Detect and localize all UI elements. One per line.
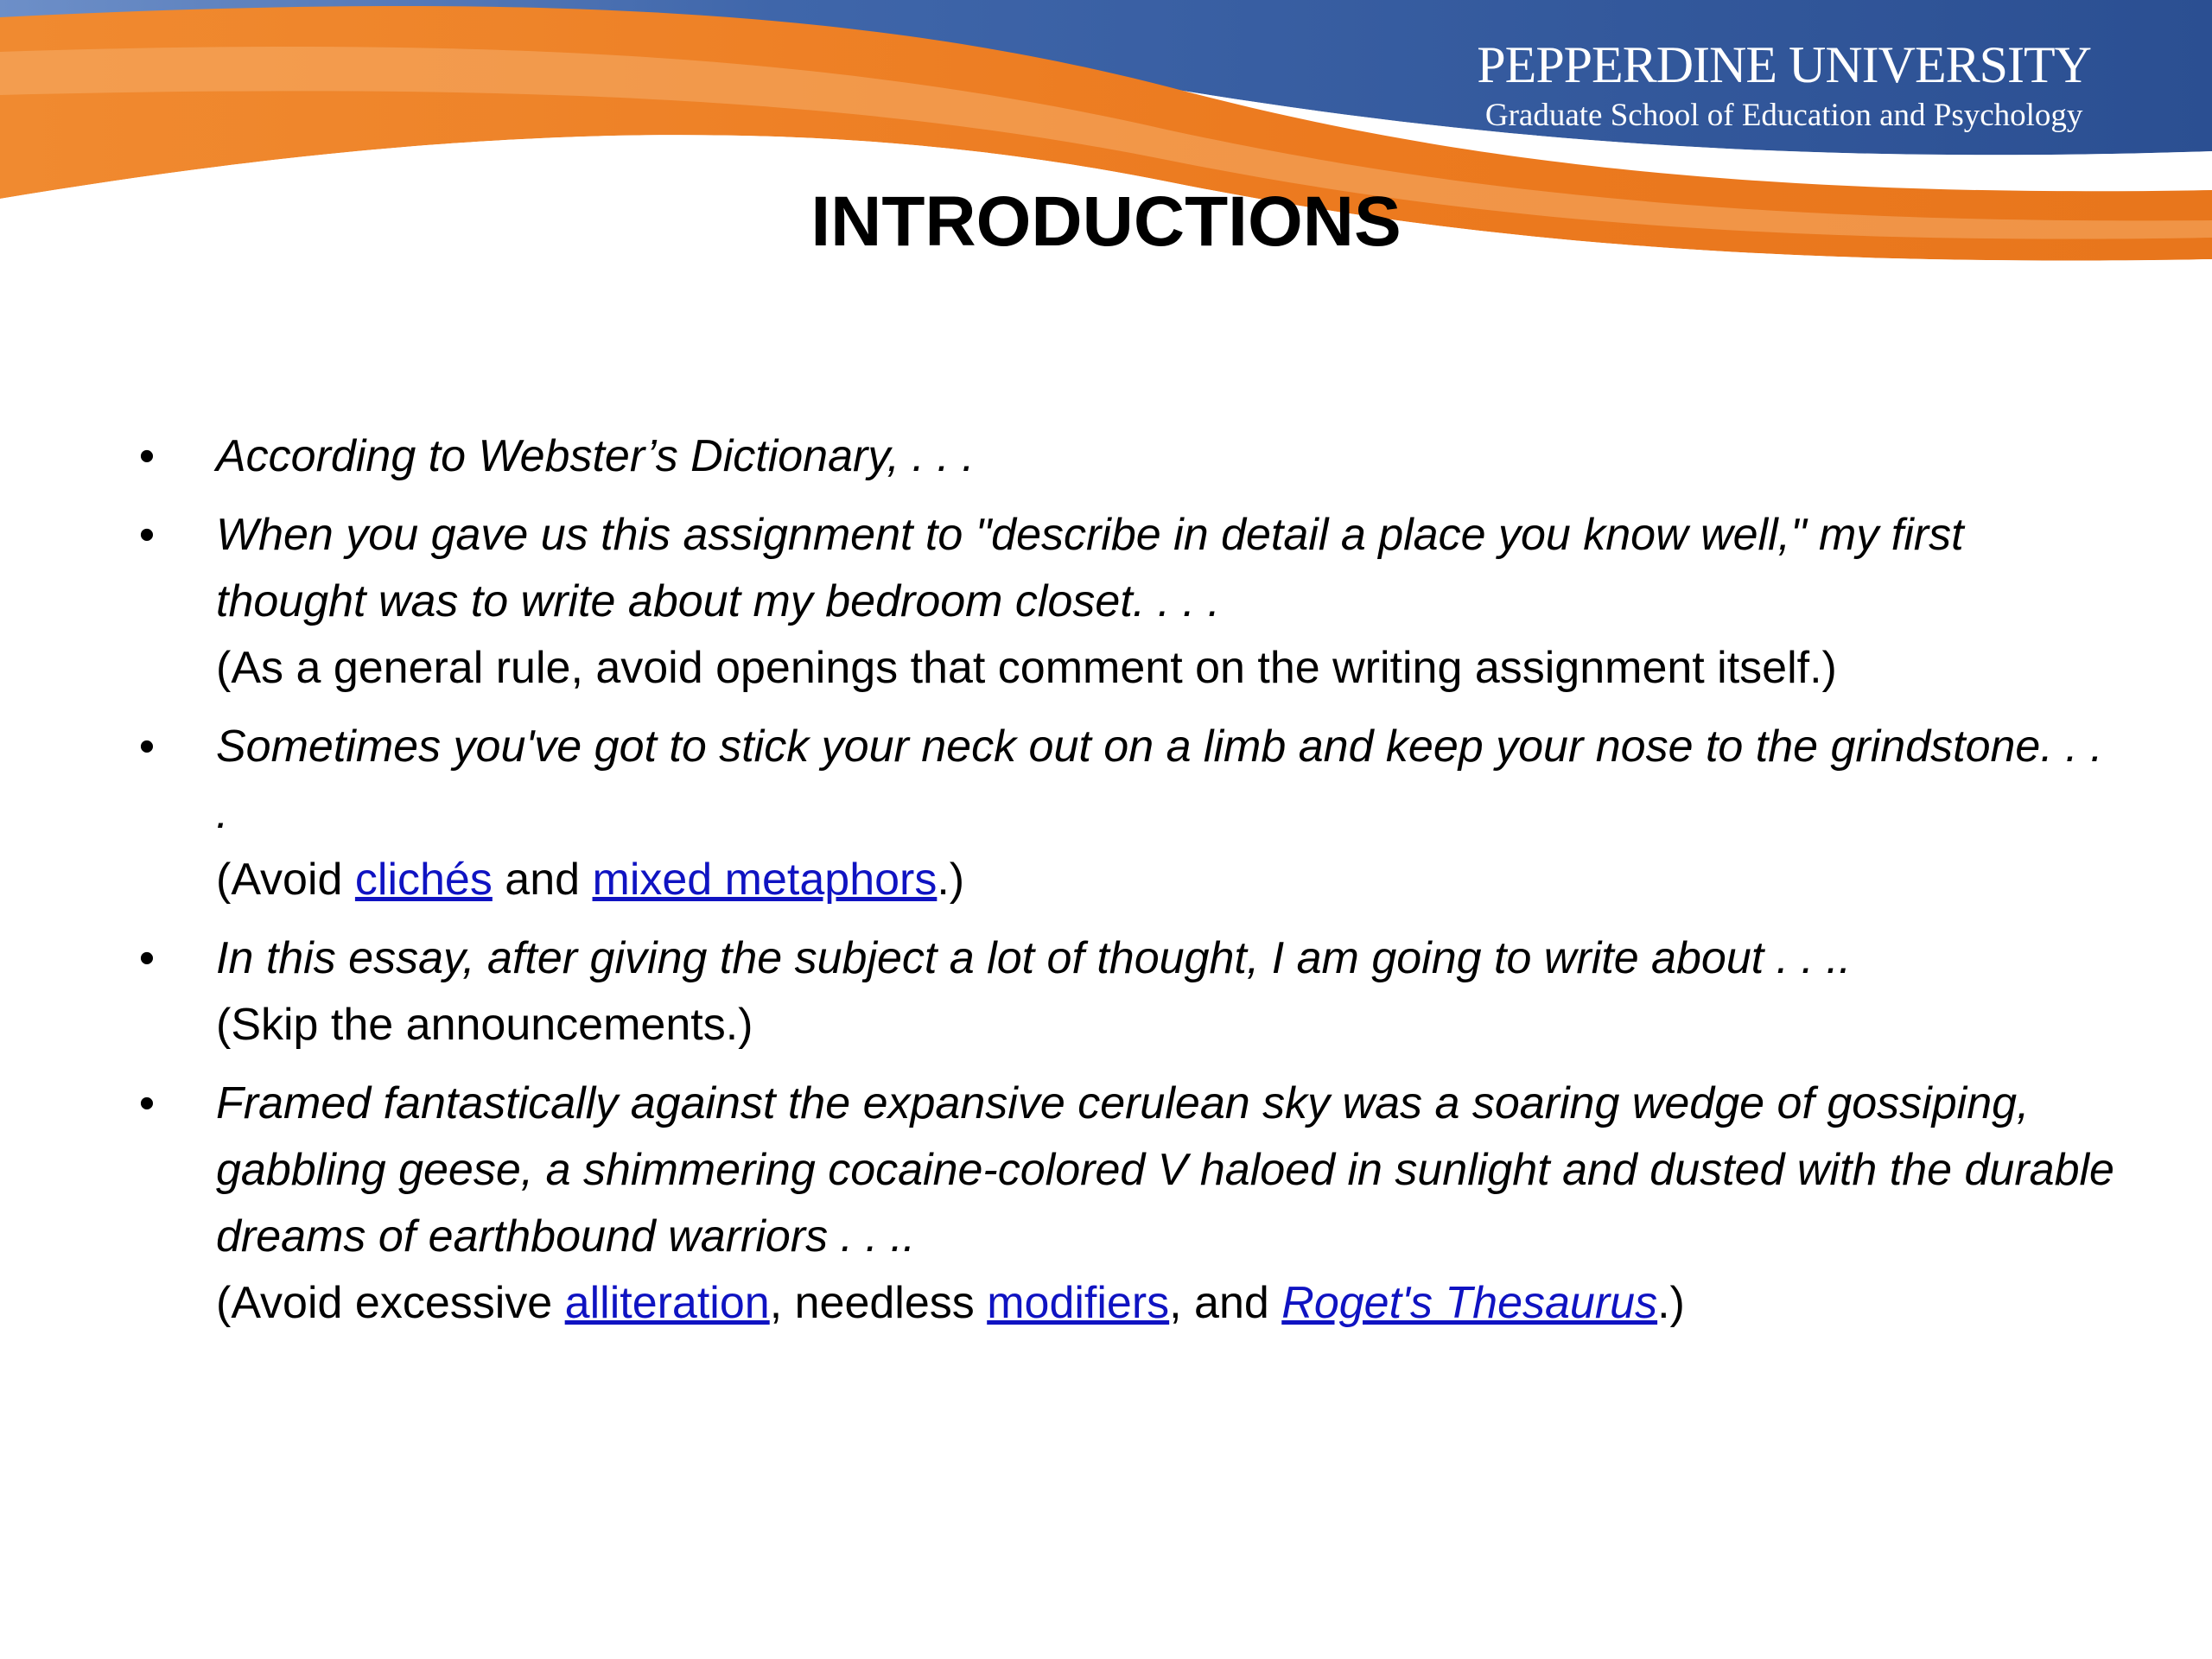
link-mixed-metaphors[interactable]: mixed metaphors <box>592 855 938 905</box>
bullet-item <box>130 714 2117 913</box>
bullet-icon: • <box>138 431 156 481</box>
bullet-icon: • <box>138 510 156 560</box>
note-text: (Avoid <box>216 855 355 905</box>
advice-note <box>216 847 2117 913</box>
bullet-item <box>130 1071 2117 1337</box>
university-logo <box>1477 36 2091 133</box>
bullet-item <box>130 423 2117 490</box>
advice-note <box>216 1270 2117 1337</box>
example-quote: Sometimes you've got to stick your neck out on a limb and keep your nose to the grindstone. . . . <box>216 721 2103 838</box>
advice-note: (As a general rule, avoid openings that comment on the writing assignment itself.) <box>216 643 1837 693</box>
bullet-item <box>130 925 2117 1058</box>
note-text: and <box>492 855 593 905</box>
link-alliteration[interactable]: alliteration <box>564 1278 770 1328</box>
advice-note: (Skip the announcements.) <box>216 1000 753 1050</box>
note-text: .) <box>937 855 965 905</box>
link-cliches[interactable]: clichés <box>354 855 493 905</box>
note-text: (Avoid excessive <box>216 1278 565 1328</box>
bullet-icon: • <box>138 721 156 772</box>
logo-sub-text: Graduate School of Education and Psychology <box>1484 98 2083 133</box>
bullet-icon: • <box>138 1078 156 1128</box>
link-rogets-thesaurus[interactable]: Roget's Thesaurus <box>1281 1278 1658 1328</box>
bullet-item <box>130 502 2117 702</box>
note-text: .) <box>1657 1278 1685 1328</box>
example-quote: According to Webster’s Dictionary, . . . <box>216 431 975 481</box>
example-quote: When you gave us this assignment to "describe in detail a place you know well," my first thought was to write about my bedroom closet. . . . <box>216 510 1964 626</box>
logo-main-text: PEPPERDINE UNIVERSITY <box>1477 36 2091 93</box>
example-quote: Framed fantastically against the expansive cerulean sky was a soaring wedge of gossiping, gabbling geese, a shimmering cocaine-colored V haloed in sunlight and dusted with the durable dreams of earthbound warriors . . .. <box>216 1078 2114 1262</box>
link-modifiers[interactable]: modifiers <box>987 1278 1170 1328</box>
slide-title: INTRODUCTIONS <box>810 182 1402 261</box>
note-text: , and <box>1169 1278 1282 1328</box>
bullet-list <box>130 423 2117 1349</box>
bullet-icon: • <box>138 933 156 983</box>
note-text: , needless <box>769 1278 988 1328</box>
example-quote: In this essay, after giving the subject a lot of thought, I am going to write about . . .. <box>216 933 1852 983</box>
